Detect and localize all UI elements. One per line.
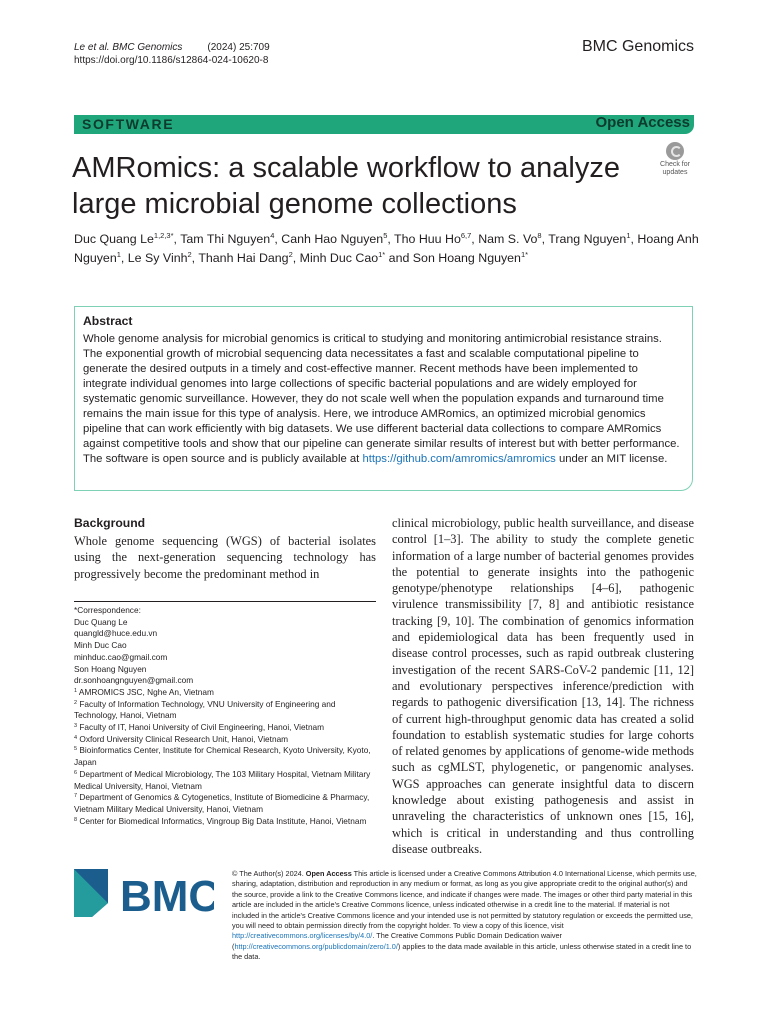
- author-name: Son Hoang Nguyen: [412, 251, 521, 265]
- article-title: AMRomics: a scalable workflow to analyze large microbial genome collections: [72, 152, 620, 220]
- author-affiliation-marker: 2: [187, 250, 192, 259]
- left-column: [74, 515, 376, 582]
- affiliation: $^1$ AMROMICS JSC, Nghe An, Vietnam: [74, 686, 214, 697]
- author-name: Thanh Hai Dang: [198, 251, 289, 265]
- abstract-heading: Abstract: [83, 314, 133, 328]
- affiliation: $^5$ Bioinformatics Center, Institute for Chemical Research, Kyoto University, Kyoto, Japan: [74, 745, 371, 768]
- bmc-logo: [74, 867, 214, 919]
- journal-reference: [74, 41, 270, 67]
- affiliation: $^6$ Department of Medical Microbiology, The 103 Military Hospital, Vietnam Military Medical University, Hanoi, Vietnam: [74, 768, 371, 791]
- license-text: © The Author(s) 2024. Open Access This article is licensed under a Creative Commons Attribution 4.0 International License, which permits use, sharing, adaptation, distribution and reproduction in any medium or format, as long as you give appropriate credit to the original author(s) and the source, provide a link to the Creative Commons licence, and indicate if changes were made. The images or other third party material in this article are included in the article's Creative Commons licence, unless indicated otherwise in a credit line to the material. If material is not included in the article's Creative Commons licence and your intended use is not permitted by statutory regulation or exceeds the permitted use, you will need to obtain permission directly from the copyright holder. To view a copy of this licence, visit http://creativecommons.org/licenses/by/4.0/. The Creative Commons Public Domain Dedication waiver (http://creativecommons.org/publicdomain/zero/1.0/) applies to the data made available in this article, unless otherwise stated in a credit line to the data.: [232, 869, 697, 962]
- author-affiliation-marker: 2: [288, 250, 293, 259]
- bmc-logo-icon: [74, 867, 214, 919]
- license-open-access: Open Access: [305, 869, 352, 878]
- affiliation: $^4$ Oxford University Clinical Research Unit, Hanoi, Vietnam: [74, 733, 289, 744]
- author-name: Tho Huu Ho: [394, 232, 461, 246]
- author-name: Canh Hao Nguyen: [281, 232, 384, 246]
- author-affiliation-marker: 1,2,3*: [153, 231, 174, 240]
- journal-name: BMC Genomics: [581, 38, 694, 55]
- correspondence-label: *Correspondence:: [74, 605, 141, 615]
- abstract-text: Whole genome analysis for microbial genomics is critical to studying and monitoring antimicrobial resistance strains. The exponential growth of microbial sequencing data necessitates a fast and scalable computational pipeline to generate the desired outputs in a timely and cost-effective manner. Recent methods have been implemented to integrate individual genomes into large collections of specific bacterial populations and are widely employed for systematic genomic surveillance. However, they do not scale well when the population expands and turnaround time remains the main issue for this type of analysis. Here, we introduce AMRomics, an optimized microbial genomics pipeline that can work efficiently with big datasets. We use different bacterial data collections to compare AMRomics against competitive tools and show that our pipeline can generate similar results of interest but with better performance. The software is open source and is publicly available at https://github.com/amromics/amromics under an MIT license.: [83, 333, 680, 465]
- correspondent-name: Duc Quang Le: [74, 616, 128, 627]
- right-column: [392, 515, 694, 857]
- cc-zero-link[interactable]: http://creativecommons.org/publicdomain/zero/1.0/: [234, 941, 398, 951]
- ref-author: Le et al.: [74, 42, 110, 53]
- correspondent-name: Minh Duc Cao: [74, 640, 127, 651]
- github-link[interactable]: https://github.com/amromics/amromics: [362, 453, 556, 465]
- author-affiliation-marker: 6,7: [460, 231, 472, 240]
- footnote-divider: [74, 601, 376, 602]
- article-type: SOFTWARE: [82, 116, 175, 132]
- check-for-updates-badge[interactable]: [655, 142, 695, 180]
- author-affiliation-marker: 1*: [378, 250, 386, 259]
- author-affiliation-marker: 8: [537, 231, 542, 240]
- correspondent-name: Son Hoang Nguyen: [74, 663, 147, 674]
- author-affiliation-marker: 1*: [520, 250, 529, 259]
- background-text-right: clinical microbiology, public health surveillance, and disease control [1–3]. The ability to study the complete genetic information of a large number of bacterial genomes provides the potential to generate insights into the pathogenic genotype/phenotype relationships [4–6], pathogenic virulence transmissibility [7, 8] and antibiotic resistance tracking [9, 10]. The combination of genomics information and epidemiological data has been frequently used in disease control processes, such as rapid outbreak clustering investigation of the recent SARS-CoV-2 pandemic [11, 12] and evolutionary perspectives inference/prediction with regards to pathogenic diversification [13, 14]. The richness of current high-throughput genomic data has created a solid foundation to establish systematic studies for large cohorts of related genomes by applications of genome-wide methods such as cgMLST, phylogenetic, or pangenomic analyses. WGS approaches can generate insightful data to discern knowledge about existing pathogenesis and assist in unraveling the characteristics of unknown ones [15, 16], which is critical in understanding and thus controlling disease outbreaks.: [392, 516, 694, 856]
- author-name: Hoang Anh Nguyen: [74, 232, 699, 265]
- author-name: Le Sy Vinh: [127, 251, 188, 265]
- ref-journal: BMC Genomics: [112, 42, 183, 53]
- abstract-box: [74, 306, 693, 491]
- crossmark-icon: [666, 142, 684, 160]
- author-affiliation-marker: 1: [116, 250, 121, 259]
- open-access-label: Open Access: [595, 114, 690, 131]
- affiliation: $^3$ Faculty of IT, Hanoi University of Civil Engineering, Hanoi, Vietnam: [74, 722, 325, 733]
- crossmark-line1: Check for: [660, 161, 690, 168]
- author-name: Minh Duc Cao: [299, 251, 379, 265]
- correspondent-email[interactable]: minhduc.cao@gmail.com: [74, 651, 168, 662]
- bmc-logo-text: BMC: [120, 872, 214, 919]
- correspondent-email[interactable]: quangld@huce.edu.vn: [74, 628, 158, 639]
- doi-link[interactable]: https://doi.org/10.1186/s12864-024-10620-8: [74, 55, 269, 66]
- author-name: Nam S. Vo: [478, 232, 538, 246]
- author-name: Duc Quang Le: [74, 232, 154, 246]
- affiliation: $^8$ Center for Biomedical Informatics, Vingroup Big Data Institute, Hanoi, Vietnam: [74, 815, 367, 826]
- affiliation: $^2$ Faculty of Information Technology, VNU University of Engineering and Technology, Hanoi, Vietnam: [74, 698, 336, 721]
- background-text-left: Whole genome sequencing (WGS) of bacterial isolates using the next-generation sequencing technology has progressively become the predominant method in: [74, 534, 376, 581]
- author-affiliation-marker: 4: [270, 231, 275, 240]
- author-affiliation-marker: 5: [383, 231, 388, 240]
- author-affiliation-marker: 1: [626, 231, 631, 240]
- correspondence-block: [74, 605, 376, 827]
- affiliation: $^7$ Department of Genomics & Cytogenetics, Institute of Biomedicine & Pharmacy, Vietnam Military Medical University, Hanoi, Vietnam: [74, 792, 370, 814]
- background-heading: Background: [74, 516, 146, 530]
- author-name: Tam Thi Nguyen: [180, 232, 271, 246]
- cc-by-link[interactable]: http://creativecommons.org/licenses/by/4.0/: [232, 931, 373, 941]
- crossmark-line2: updates: [662, 169, 688, 176]
- correspondent-email[interactable]: dr.sonhoangnguyen@gmail.com: [74, 675, 194, 686]
- author-list: Duc Quang $Le^{1,2,3*}$, Tam Thi Nguyen$^4$, Canh Hao Nguyen$^5$, Tho Huu Ho$^{6,7}$, Nam S. Vo$^8$, Trang Nguyen$^1$, Hoang Anh Nguyen$^1$, Le Sy Vinh$^2$, Thanh Hai Dang$^2$, Minh Duc Cao$^{1*}$ and Son Hoang Nguyen$^{1*}$: [74, 231, 699, 265]
- ref-year-volume: (2024) 25:709: [207, 42, 270, 53]
- article-type-banner: [74, 115, 694, 134]
- author-name: Trang Nguyen: [548, 232, 627, 246]
